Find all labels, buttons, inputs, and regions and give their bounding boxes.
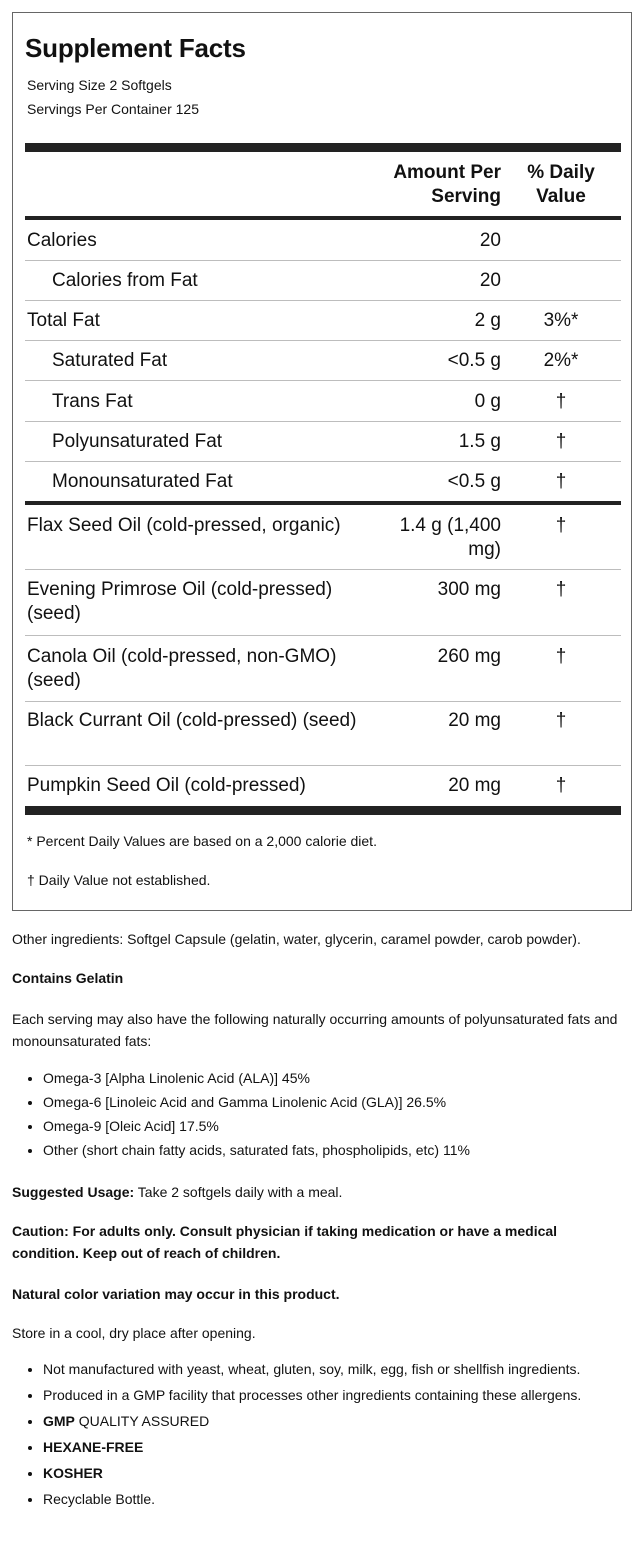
- gmp-rest: QUALITY ASSURED: [74, 1413, 210, 1429]
- list-item: • HEXANE-FREE: [43, 1438, 632, 1456]
- footnote-daily-value-not-established: † Daily Value not established.: [27, 872, 211, 888]
- row-divider: [25, 340, 621, 341]
- row-divider: [25, 380, 621, 381]
- omega-list: [12, 1069, 632, 1159]
- row-divider: [25, 569, 621, 570]
- row-name-calories-from-fat: Calories from Fat: [52, 270, 198, 291]
- list-item: • Recyclable Bottle.: [43, 1490, 632, 1508]
- row-name-evening-primrose-oil: Evening Primrose Oil (cold-pressed) (seed): [27, 579, 333, 624]
- row-amount-calories: 20: [479, 230, 501, 251]
- list-item: • Omega-9 [Oleic Acid] 17.5%: [43, 1117, 632, 1135]
- row-name-polyunsaturated-fat: Polyunsaturated Fat: [52, 431, 223, 452]
- row-name-monounsaturated-fat: Monounsaturated Fat: [52, 471, 233, 492]
- row-dv-saturated-fat: 2%*: [543, 350, 579, 371]
- thick-divider: [25, 143, 621, 152]
- row-dv-trans-fat: †: [555, 391, 567, 412]
- gmp-bold: GMP: [43, 1413, 75, 1429]
- natural-color-variation: Natural color variation may occur in this product.: [12, 1286, 340, 1302]
- facts-title: Supplement Facts: [25, 33, 246, 63]
- row-name-saturated-fat: Saturated Fat: [52, 350, 168, 371]
- list-item: • Omega-3 [Alpha Linolenic Acid (ALA)] 45%: [43, 1069, 632, 1087]
- row-dv-flax-seed-oil: †: [555, 515, 567, 536]
- other-ingredients: Other ingredients: Softgel Capsule (gelatin, water, glycerin, caramel powder, carob powder).: [12, 931, 581, 947]
- row-amount-black-currant-oil: 20 mg: [448, 710, 501, 731]
- thick-divider: [25, 806, 621, 815]
- medium-divider: [25, 501, 621, 505]
- list-item: • Produced in a GMP facility that processes other ingredients containing these allergens.: [43, 1386, 632, 1404]
- medium-divider: [25, 216, 621, 220]
- contains-gelatin: Contains Gelatin: [12, 970, 124, 986]
- row-amount-monounsaturated-fat: <0.5 g: [447, 471, 501, 492]
- list-item: • Not manufactured with yeast, wheat, gluten, soy, milk, egg, fish or shellfish ingredients.: [43, 1360, 632, 1378]
- row-amount-saturated-fat: <0.5 g: [447, 350, 501, 371]
- servings-per-container: Servings Per Container 125: [27, 101, 199, 117]
- row-amount-polyunsaturated-fat: 1.5 g: [458, 431, 501, 452]
- row-dv-canola-oil: †: [555, 646, 567, 667]
- list-item: • KOSHER: [43, 1464, 632, 1482]
- footnote-percent-daily-values: * Percent Daily Values are based on a 2,000 calorie diet.: [27, 833, 377, 849]
- row-dv-black-currant-oil: †: [555, 710, 567, 731]
- row-amount-pumpkin-seed-oil: 20 mg: [448, 775, 501, 796]
- row-name-calories: Calories: [27, 230, 97, 251]
- row-divider: [25, 635, 621, 636]
- row-name-trans-fat: Trans Fat: [52, 391, 133, 412]
- feature-list: [12, 1360, 632, 1508]
- list-item: • Other (short chain fatty acids, saturated fats, phospholipids, etc) 11%: [43, 1141, 632, 1159]
- row-divider: [25, 421, 621, 422]
- row-amount-trans-fat: 0 g: [474, 391, 501, 412]
- serving-intro: Each serving may also have the following naturally occurring amounts of polyunsaturated fats and monounsaturated fats:: [12, 1011, 618, 1049]
- row-name-total-fat: Total Fat: [27, 310, 100, 331]
- row-name-canola-oil: Canola Oil (cold-pressed, non-GMO) (seed): [27, 646, 337, 691]
- row-amount-evening-primrose-oil: 300 mg: [437, 579, 501, 600]
- row-name-black-currant-oil: Black Currant Oil (cold-pressed) (seed): [27, 710, 357, 731]
- storage-note: Store in a cool, dry place after opening.: [12, 1325, 256, 1341]
- row-dv-evening-primrose-oil: †: [555, 579, 567, 600]
- row-divider: [25, 701, 621, 702]
- row-dv-monounsaturated-fat: †: [555, 471, 567, 492]
- row-divider: [25, 461, 621, 462]
- row-amount-total-fat: 2 g: [474, 310, 501, 331]
- header-daily-value: % Daily Value: [527, 162, 595, 207]
- row-dv-total-fat: 3%*: [543, 310, 579, 331]
- caution: Caution: For adults only. Consult physician if taking medication or have a medical condition. Keep out of reach of children.: [12, 1223, 558, 1261]
- row-divider: [25, 300, 621, 301]
- supplement-facts-panel: [12, 12, 632, 911]
- suggested-usage-label: Suggested Usage:: [12, 1184, 135, 1200]
- header-amount: Amount Per Serving: [393, 162, 501, 207]
- row-divider: [25, 260, 621, 261]
- serving-size: Serving Size 2 Softgels: [27, 77, 172, 93]
- row-amount-calories-from-fat: 20: [479, 270, 501, 291]
- row-dv-pumpkin-seed-oil: †: [555, 775, 567, 796]
- row-name-flax-seed-oil: Flax Seed Oil (cold-pressed, organic): [27, 515, 341, 536]
- row-amount-flax-seed-oil: 1.4 g (1,400 mg): [399, 515, 501, 560]
- list-item: • Omega-6 [Linoleic Acid and Gamma Linolenic Acid (GLA)] 26.5%: [43, 1093, 632, 1111]
- row-divider: [25, 765, 621, 766]
- suggested-usage: [12, 1181, 632, 1203]
- suggested-usage-text: Take 2 softgels daily with a meal.: [134, 1184, 343, 1200]
- row-dv-polyunsaturated-fat: †: [555, 431, 567, 452]
- list-item: [43, 1412, 632, 1430]
- row-amount-canola-oil: 260 mg: [437, 646, 501, 667]
- row-name-pumpkin-seed-oil: Pumpkin Seed Oil (cold-pressed): [27, 775, 306, 796]
